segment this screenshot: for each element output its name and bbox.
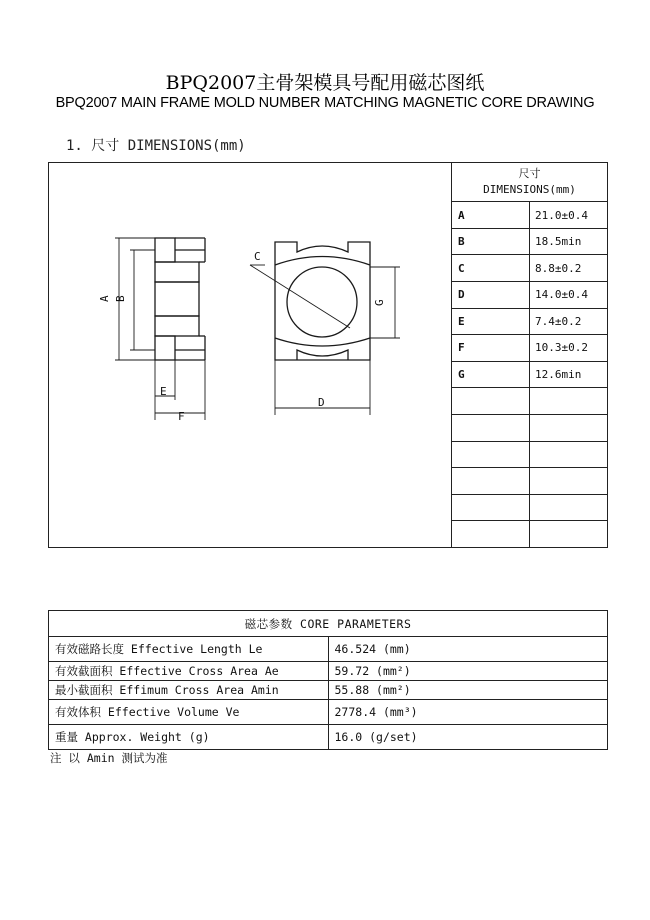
dimension-value bbox=[530, 468, 608, 495]
param-value: 55.88 (mm²) bbox=[329, 680, 608, 699]
param-label: 最小截面积 Effimum Cross Area Amin bbox=[49, 680, 328, 699]
param-value: 59.72 (mm²) bbox=[334, 664, 411, 678]
param-value: 46.524 (mm) bbox=[328, 637, 608, 662]
dimensions-table-header bbox=[452, 163, 608, 202]
param-value: 16.0 (g/set) bbox=[328, 725, 608, 750]
dimensions-table bbox=[451, 162, 608, 548]
dimension-row-empty bbox=[452, 441, 608, 468]
dimension-key bbox=[452, 388, 530, 415]
dimension-value: 21.0±0.4 bbox=[530, 202, 608, 229]
label-d: D bbox=[318, 396, 325, 409]
dimension-key bbox=[452, 441, 530, 468]
dimension-row-f bbox=[452, 335, 608, 362]
dimension-key bbox=[452, 414, 530, 441]
dimension-value bbox=[530, 441, 608, 468]
dimension-value: 12.6min bbox=[530, 361, 608, 388]
dimension-value: 10.3±0.2 bbox=[530, 335, 608, 362]
label-b: B bbox=[114, 295, 127, 302]
dimension-key: A bbox=[452, 202, 530, 229]
dimension-row-e bbox=[452, 308, 608, 335]
param-label: 有效截面积 Effective Cross Area Ae bbox=[55, 664, 279, 678]
dimension-row-d bbox=[452, 282, 608, 309]
footnote: 注 以 Amin 测试为准 bbox=[50, 751, 168, 765]
param-row-weight bbox=[49, 725, 608, 750]
param-row-ve bbox=[49, 700, 608, 725]
param-label: 重量 Approx. Weight (g) bbox=[49, 725, 329, 750]
param-row-area bbox=[49, 662, 608, 700]
dimension-key: F bbox=[452, 335, 530, 362]
core-side-view bbox=[155, 238, 205, 360]
dimensions-header-cn: 尺寸 bbox=[518, 167, 541, 181]
dimension-value: 8.8±0.2 bbox=[530, 255, 608, 282]
dimension-row-empty bbox=[452, 494, 608, 521]
label-g: G bbox=[373, 299, 386, 306]
page-title-chinese: BPQ2007主骨架模具号配用磁芯图纸 bbox=[165, 72, 485, 94]
dimension-row-empty bbox=[452, 414, 608, 441]
param-row-le bbox=[49, 637, 608, 662]
dimension-row-empty bbox=[452, 521, 608, 548]
dimension-row-empty bbox=[452, 468, 608, 495]
dimension-value bbox=[530, 494, 608, 521]
param-value: 2778.4 (mm³) bbox=[328, 700, 608, 725]
dimension-row-b bbox=[452, 228, 608, 255]
dimension-row-a bbox=[452, 202, 608, 229]
dimension-row-empty bbox=[452, 388, 608, 415]
core-front-view bbox=[275, 242, 370, 360]
dimension-key: G bbox=[452, 361, 530, 388]
dimensions-header-en: DIMENSIONS(mm) bbox=[483, 183, 576, 197]
param-label-stack bbox=[49, 662, 329, 700]
dimension-value bbox=[530, 388, 608, 415]
core-parameters-header: 磁芯参数 CORE PARAMETERS bbox=[49, 611, 608, 637]
section-heading-dimensions: 1. 尺寸 DIMENSIONS(mm) bbox=[66, 138, 246, 154]
label-e: E bbox=[160, 385, 167, 398]
core-parameters-table bbox=[48, 610, 608, 750]
dimension-key: C bbox=[452, 255, 530, 282]
dimension-key: D bbox=[452, 282, 530, 309]
dimension-value: 14.0±0.4 bbox=[530, 282, 608, 309]
param-label: 有效体积 Effective Volume Ve bbox=[49, 700, 329, 725]
dimension-value bbox=[530, 414, 608, 441]
core-drawing bbox=[100, 210, 440, 440]
dimension-row-c bbox=[452, 255, 608, 282]
dimension-key bbox=[452, 494, 530, 521]
dimension-lines-front bbox=[250, 265, 400, 415]
dimension-value: 18.5min bbox=[530, 228, 608, 255]
label-f: F bbox=[178, 410, 185, 423]
dimension-value bbox=[530, 521, 608, 548]
dimension-key bbox=[452, 468, 530, 495]
page-title-english: BPQ2007 MAIN FRAME MOLD NUMBER MATCHING MAGNETIC CORE DRAWING bbox=[55, 95, 595, 111]
dimension-key: E bbox=[452, 308, 530, 335]
dimension-value: 7.4±0.2 bbox=[530, 308, 608, 335]
dimension-row-g bbox=[452, 361, 608, 388]
dimension-key bbox=[452, 521, 530, 548]
param-value-stack bbox=[328, 662, 608, 700]
dimension-key: B bbox=[452, 228, 530, 255]
param-label: 有效磁路长度 Effective Length Le bbox=[49, 637, 329, 662]
label-c: C bbox=[254, 250, 261, 263]
label-a: A bbox=[98, 295, 111, 302]
